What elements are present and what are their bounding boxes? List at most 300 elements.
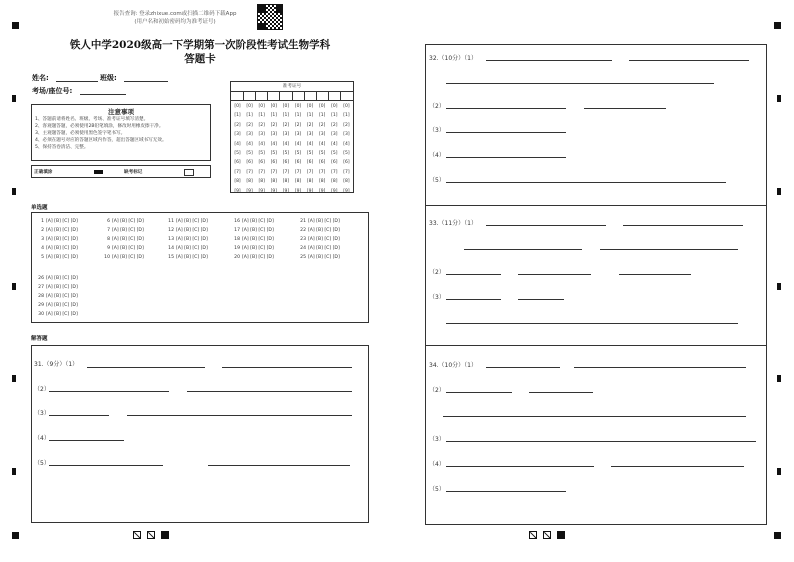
exam-id-box [230, 81, 354, 193]
mc-options[interactable]: [A] [B] [C] [D] [112, 255, 144, 260]
mc-options[interactable]: [A] [B] [C] [D] [176, 246, 208, 251]
notice-item: 5、保持答卷清洁、完整。 [35, 145, 89, 150]
exam-id-column[interactable] [317, 102, 328, 196]
exam-id-bubble[interactable]: [9] [331, 188, 338, 194]
notice-item: 3、主观题答题，必须使用黑色签字笔书写。 [35, 131, 126, 136]
exam-id-bubble[interactable]: [9] [294, 188, 302, 194]
mc-options[interactable]: [A] [B] [C] [D] [46, 276, 78, 281]
answer-line[interactable] [574, 367, 746, 368]
mc-question-row[interactable] [36, 301, 78, 310]
notice-item: 4、必须在题号对应的答题区域内作答，超出答题区域书写无效。 [35, 138, 167, 143]
mc-question-row[interactable] [102, 226, 144, 235]
exam-id-bubble[interactable]: [4] [270, 141, 277, 147]
exam-id-bubble[interactable]: [9] [282, 188, 290, 194]
mc-question-row[interactable] [298, 226, 340, 235]
answer-line[interactable] [446, 274, 501, 275]
mc-question-number: 11 [168, 219, 174, 224]
mc-question-number: 21 [300, 219, 306, 224]
exam-id-bubble[interactable]: [6] [319, 160, 326, 166]
exam-id-title: 准考证号 [282, 84, 302, 89]
exam-id-bubble[interactable]: [4] [294, 141, 302, 147]
exam-id-bubble[interactable]: [0] [319, 104, 326, 109]
answer-line[interactable] [529, 392, 593, 393]
mc-question-row[interactable] [232, 235, 274, 244]
mc-question-row[interactable] [298, 244, 340, 253]
name-field[interactable] [56, 81, 98, 82]
exam-id-bubble[interactable]: [1] [331, 113, 338, 119]
exam-id-column-divider [304, 91, 305, 100]
exam-id-bubble[interactable]: [4] [343, 141, 350, 147]
exam-id-bubble[interactable]: [3] [306, 132, 314, 138]
exam-id-bubble[interactable]: [3] [319, 132, 326, 138]
exam-id-bubble[interactable]: [8] [234, 179, 241, 185]
page-marker-slash [529, 531, 537, 539]
timing-mark [12, 188, 16, 195]
mc-question-number: 3 [41, 237, 44, 242]
exam-id-bubble[interactable]: [4] [246, 141, 253, 147]
exam-id-bubble[interactable]: [9] [319, 188, 326, 194]
answer-line[interactable] [446, 83, 714, 84]
section-divider [426, 205, 766, 206]
exam-id-bubble[interactable]: [1] [246, 113, 253, 119]
exam-id-bubble[interactable]: [1] [343, 113, 350, 119]
mc-question-number: 9 [107, 246, 110, 251]
mc-question-row[interactable] [36, 274, 78, 283]
exam-id-column[interactable] [329, 102, 340, 196]
notice-title: 注意事项 [108, 108, 134, 116]
mc-question-number: 24 [300, 246, 306, 251]
mc-question-row[interactable] [36, 283, 78, 292]
mc-options[interactable]: [A] [B] [C] [D] [112, 237, 144, 242]
q31-part-label: （5） [34, 460, 50, 467]
answer-line[interactable] [486, 367, 560, 368]
exam-id-bubble[interactable]: [7] [331, 169, 338, 175]
mc-options[interactable]: [A] [B] [C] [D] [242, 255, 274, 260]
exam-id-bubble[interactable]: [3] [270, 132, 277, 138]
mc-question-number: 16 [234, 219, 240, 224]
exam-id-bubble[interactable]: [0] [270, 104, 277, 109]
answer-line[interactable] [584, 108, 666, 109]
mc-question-number: 30 [38, 312, 44, 317]
exam-id-bubble[interactable]: [2] [270, 122, 277, 128]
mc-options[interactable]: [A] [B] [C] [D] [176, 237, 208, 242]
mc-question-number: 1 [41, 219, 44, 224]
mc-question-row[interactable] [166, 244, 208, 253]
correct-fill-label: 正确填涂 [34, 170, 53, 175]
exam-id-bubble[interactable]: [7] [319, 169, 326, 175]
exam-id-bubble[interactable]: [0] [343, 104, 350, 109]
correct-fill-sample [94, 170, 103, 174]
exam-id-bubble[interactable]: [6] [282, 160, 290, 166]
exam-id-bubble[interactable]: [5] [246, 151, 253, 157]
exam-id-bubble[interactable]: [5] [331, 151, 338, 157]
mc-question-number: 6 [107, 219, 110, 224]
answer-line[interactable] [486, 60, 612, 61]
mc-options[interactable]: [A] [B] [C] [D] [46, 312, 78, 317]
exam-id-bubble[interactable]: [7] [282, 169, 290, 175]
mc-options[interactable]: [A] [B] [C] [D] [46, 237, 78, 242]
exam-id-column[interactable] [293, 102, 304, 196]
exam-id-bubble[interactable]: [5] [282, 151, 290, 157]
mc-options[interactable]: [A] [B] [C] [D] [112, 219, 144, 224]
exam-id-bubble[interactable]: [6] [246, 160, 253, 166]
mc-options[interactable]: [A] [B] [C] [D] [46, 255, 78, 260]
mc-options[interactable]: [A] [B] [C] [D] [308, 219, 340, 224]
corner-mark [12, 22, 19, 29]
fill-example-box [31, 165, 211, 178]
absent-mark-checkbox[interactable] [184, 169, 194, 176]
exam-id-column-divider [340, 91, 341, 100]
exam-id-bubble[interactable]: [7] [234, 169, 241, 175]
q32-part-label: （5） [429, 177, 445, 184]
mc-question-number: 12 [168, 228, 174, 233]
mc-question-number: 4 [41, 246, 44, 251]
answer-line[interactable] [222, 367, 352, 368]
mc-question-row[interactable] [102, 244, 144, 253]
exam-id-bubble[interactable]: [1] [282, 113, 290, 119]
exam-id-bubble[interactable]: [2] [258, 122, 265, 128]
exam-id-bubble[interactable]: [1] [234, 113, 241, 119]
exam-id-bubble[interactable]: [6] [270, 160, 277, 166]
mc-options[interactable]: [A] [B] [C] [D] [46, 219, 78, 224]
exam-id-bubble[interactable]: [4] [282, 141, 290, 147]
exam-id-bubble[interactable]: [9] [258, 188, 265, 194]
q33-part-label: （3） [429, 294, 445, 301]
answer-line[interactable] [446, 466, 594, 467]
q34-label: 34.（10分）（1） [429, 362, 477, 369]
exam-id-bubble[interactable]: [3] [258, 132, 265, 138]
exam-id-bubble[interactable]: [9] [246, 188, 253, 194]
exam-id-column[interactable] [232, 102, 243, 196]
mc-question-row[interactable] [36, 292, 78, 301]
corner-mark [12, 532, 19, 539]
notice-item: 2、客观题答题，必须使用2B铅笔填涂，修改时用橡皮擦干净。 [35, 124, 164, 129]
exam-id-bubble[interactable]: [0] [294, 104, 302, 109]
exam-id-bubble[interactable]: [2] [306, 122, 314, 128]
exam-id-bubble[interactable]: [4] [258, 141, 265, 147]
mc-question-number: 17 [234, 228, 240, 233]
q31-part-label: （2） [34, 386, 50, 393]
exam-id-column[interactable] [341, 102, 352, 196]
q32-part-label: （4） [429, 152, 445, 159]
mc-options[interactable]: [A] [B] [C] [D] [242, 219, 274, 224]
mc-question-number: 10 [104, 255, 110, 260]
exam-id-bubble[interactable]: [6] [294, 160, 302, 166]
mc-question-number: 20 [234, 255, 240, 260]
mc-question-number: 13 [168, 237, 174, 242]
corner-mark [774, 22, 781, 29]
exam-id-bubble[interactable]: [9] [306, 188, 314, 194]
mc-options[interactable]: [A] [B] [C] [D] [176, 219, 208, 224]
answer-line[interactable] [49, 391, 169, 392]
answer-line[interactable] [446, 392, 512, 393]
exam-id-bubble[interactable]: [4] [234, 141, 241, 147]
exam-id-bubble[interactable]: [3] [343, 132, 350, 138]
exam-id-bubble[interactable]: [2] [319, 122, 326, 128]
qr-code-icon [257, 4, 283, 30]
mc-options[interactable]: [A] [B] [C] [D] [112, 246, 144, 251]
exam-id-bubble[interactable]: [8] [306, 179, 314, 185]
exam-id-bubble[interactable]: [0] [258, 104, 265, 109]
mc-question-row[interactable] [102, 235, 144, 244]
page-marker-filled [557, 531, 565, 539]
exam-id-bubble[interactable]: [0] [331, 104, 338, 109]
exam-id-bubble[interactable]: [1] [294, 113, 302, 119]
q31-part-label: （4） [34, 435, 50, 442]
mc-question-row[interactable] [166, 226, 208, 235]
page-marker-filled [161, 531, 169, 539]
mc-question-row[interactable] [166, 217, 208, 226]
class-label: 班级: [100, 74, 117, 82]
answer-line[interactable] [623, 225, 743, 226]
page-marker-slash [133, 531, 141, 539]
mc-options[interactable]: [A] [B] [C] [D] [46, 285, 78, 290]
page-subtitle: 答题卡 [184, 53, 216, 65]
answer-line[interactable] [49, 415, 109, 416]
mc-question-number: 18 [234, 237, 240, 242]
mc-options[interactable]: [A] [B] [C] [D] [308, 237, 340, 242]
q31-part-label: （3） [34, 410, 50, 417]
answer-line[interactable] [619, 274, 691, 275]
mc-question-row[interactable] [36, 226, 78, 235]
mc-question-number: 14 [168, 246, 174, 251]
exam-id-bubble[interactable]: [4] [319, 141, 326, 147]
exam-id-bubble[interactable]: [3] [234, 132, 241, 138]
exam-id-column[interactable] [244, 102, 255, 196]
exam-id-bubble[interactable]: [7] [294, 169, 302, 175]
exam-id-bubble[interactable]: [2] [282, 122, 290, 128]
exam-id-bubble[interactable]: [1] [258, 113, 265, 119]
timing-mark [777, 375, 781, 382]
essay-section-label: 解答题 [31, 336, 48, 342]
q32-part-label: （2） [429, 103, 445, 110]
exam-id-bubble[interactable]: [7] [270, 169, 277, 175]
answer-line[interactable] [446, 132, 566, 133]
mc-options[interactable]: [A] [B] [C] [D] [308, 246, 340, 251]
exam-id-column[interactable] [280, 102, 291, 196]
mc-options[interactable]: [A] [B] [C] [D] [46, 246, 78, 251]
exam-id-bubble[interactable]: [7] [246, 169, 253, 175]
exam-id-bubble[interactable]: [4] [306, 141, 314, 147]
mc-question-row[interactable] [232, 244, 274, 253]
q32-label: 32.（10分）（1） [429, 55, 477, 62]
mc-question-row[interactable] [102, 253, 144, 262]
answer-line[interactable] [49, 465, 163, 466]
exam-id-column[interactable] [305, 102, 316, 196]
mc-question-number: 19 [234, 246, 240, 251]
report-query-text: 报告查询: 登录zhixue.com或扫描二维码下载App [113, 11, 237, 17]
exam-id-column-divider [328, 91, 329, 100]
absent-mark-label: 缺考标记 [124, 170, 143, 175]
answer-line[interactable] [446, 108, 566, 109]
exam-id-bubble[interactable]: [8] [343, 179, 350, 185]
exam-id-bubble[interactable]: [3] [282, 132, 290, 138]
room-seat-field[interactable] [80, 94, 126, 95]
exam-id-bubble[interactable]: [8] [319, 179, 326, 185]
q33-label: 33.（11分）（1） [429, 220, 477, 227]
exam-id-write-divider [231, 100, 353, 101]
answer-line[interactable] [49, 440, 124, 441]
answer-line[interactable] [629, 60, 749, 61]
answer-line[interactable] [87, 367, 205, 368]
exam-id-bubble[interactable]: [5] [319, 151, 326, 157]
mc-question-row[interactable] [298, 217, 340, 226]
exam-id-bubble[interactable]: [6] [331, 160, 338, 166]
mc-question-row[interactable] [232, 253, 274, 262]
mc-options[interactable]: [A] [B] [C] [D] [242, 246, 274, 251]
exam-id-bubble[interactable]: [9] [343, 188, 350, 194]
exam-id-bubble[interactable]: [4] [331, 141, 338, 147]
exam-id-column[interactable] [268, 102, 279, 196]
exam-id-bubble[interactable]: [6] [234, 160, 241, 166]
answer-line[interactable] [446, 323, 738, 324]
mc-question-row[interactable] [232, 217, 274, 226]
mc-question-number: 22 [300, 228, 306, 233]
answer-line[interactable] [208, 465, 350, 466]
q34-part-label: （4） [429, 461, 445, 468]
exam-id-column-divider [316, 91, 317, 100]
timing-mark [12, 283, 16, 290]
mc-question-number: 8 [107, 237, 110, 242]
mc-options[interactable]: [A] [B] [C] [D] [308, 255, 340, 260]
timing-mark [777, 283, 781, 290]
exam-id-bubble[interactable]: [1] [270, 113, 277, 119]
exam-id-bubble[interactable]: [2] [234, 122, 241, 128]
mc-options[interactable]: [A] [B] [C] [D] [242, 228, 274, 233]
q32-part-label: （3） [429, 127, 445, 134]
exam-id-bubble[interactable]: [0] [282, 104, 290, 109]
answer-line[interactable] [486, 225, 606, 226]
answer-line[interactable] [518, 274, 591, 275]
name-label: 姓名: [32, 74, 49, 82]
mc-question-number: 2 [41, 228, 44, 233]
class-field[interactable] [124, 81, 168, 82]
answer-line[interactable] [611, 466, 744, 467]
exam-id-bubble[interactable]: [0] [306, 104, 314, 109]
mc-question-row[interactable] [232, 226, 274, 235]
mc-question-row[interactable] [36, 253, 78, 262]
page-title: 铁人中学2020级高一下学期第一次阶段性考试生物学科 [69, 39, 331, 51]
section-divider [426, 345, 766, 346]
mc-question-number: 15 [168, 255, 174, 260]
exam-id-bubble[interactable]: [2] [343, 122, 350, 128]
timing-mark [12, 95, 16, 102]
exam-id-bubble[interactable]: [5] [270, 151, 277, 157]
mc-options[interactable]: [A] [B] [C] [D] [46, 228, 78, 233]
q33-part-label: （2） [429, 269, 445, 276]
mc-question-row[interactable] [166, 253, 208, 262]
exam-id-bubble[interactable]: [8] [258, 179, 265, 185]
answer-line[interactable] [446, 299, 501, 300]
exam-id-bubble[interactable]: [2] [331, 122, 338, 128]
exam-id-bubble[interactable]: [3] [246, 132, 253, 138]
exam-id-bubble[interactable]: [7] [306, 169, 314, 175]
mc-options[interactable]: [A] [B] [C] [D] [112, 228, 144, 233]
mc-options[interactable]: [A] [B] [C] [D] [242, 237, 274, 242]
mc-question-row[interactable] [166, 235, 208, 244]
exam-id-bubble[interactable]: [2] [294, 122, 302, 128]
exam-id-bubble[interactable]: [8] [270, 179, 277, 185]
answer-line[interactable] [187, 391, 352, 392]
exam-id-bubble[interactable]: [5] [258, 151, 265, 157]
exam-id-column-divider [292, 91, 293, 100]
timing-mark [12, 468, 16, 475]
mc-question-row[interactable] [102, 217, 144, 226]
mc-question-row[interactable] [36, 217, 78, 226]
exam-id-bubble[interactable]: [7] [258, 169, 265, 175]
exam-id-bubble[interactable]: [3] [294, 132, 302, 138]
answer-line[interactable] [446, 182, 726, 183]
exam-id-bubble[interactable]: [0] [246, 104, 253, 109]
exam-id-bubble[interactable]: [5] [294, 151, 302, 157]
answer-line[interactable] [443, 416, 746, 417]
exam-id-bubble[interactable]: [3] [331, 132, 338, 138]
notice-box [31, 104, 211, 161]
answer-line[interactable] [446, 441, 756, 442]
exam-id-bubble[interactable]: [8] [331, 179, 338, 185]
exam-id-bubble[interactable]: [8] [282, 179, 290, 185]
exam-id-bubble[interactable]: [6] [258, 160, 265, 166]
exam-id-bubble[interactable]: [8] [294, 179, 302, 185]
timing-mark [777, 188, 781, 195]
exam-id-column-divider [267, 91, 268, 100]
mc-question-number: 25 [300, 255, 306, 260]
page-marker-slash [147, 531, 155, 539]
mc-question-row[interactable] [36, 244, 78, 253]
mc-question-row[interactable] [298, 235, 340, 244]
exam-id-bubble[interactable]: [9] [234, 188, 241, 194]
exam-id-bubble[interactable]: [0] [234, 104, 241, 109]
exam-id-bubble[interactable]: [6] [306, 160, 314, 166]
q34-part-label: （5） [429, 486, 445, 493]
mc-options[interactable]: [A] [B] [C] [D] [308, 228, 340, 233]
mc-question-number: 29 [38, 303, 44, 308]
room-seat-label: 考场/座位号: [32, 87, 73, 95]
mc-options[interactable]: [A] [B] [C] [D] [176, 255, 208, 260]
mc-question-row[interactable] [298, 253, 340, 262]
report-query-note: (用户名和初始密码均为准考证号) [134, 19, 216, 25]
exam-id-bubble[interactable]: [2] [246, 122, 253, 128]
mc-question-number: 5 [41, 255, 44, 260]
mc-options[interactable]: [A] [B] [C] [D] [176, 228, 208, 233]
answer-line[interactable] [446, 157, 566, 158]
mc-options[interactable]: [A] [B] [C] [D] [46, 294, 78, 299]
exam-id-bubble[interactable]: [7] [343, 169, 350, 175]
answer-line[interactable] [518, 299, 564, 300]
exam-id-column-divider [279, 91, 280, 100]
mc-options[interactable]: [A] [B] [C] [D] [46, 303, 78, 308]
answer-line[interactable] [446, 491, 566, 492]
exam-id-bubble[interactable]: [5] [306, 151, 314, 157]
mc-question-row[interactable] [36, 310, 78, 319]
q31-box [31, 345, 369, 523]
answer-line[interactable] [127, 415, 352, 416]
timing-mark [777, 95, 781, 102]
exam-id-bubble[interactable]: [8] [246, 179, 253, 185]
mc-question-number: 27 [38, 285, 44, 290]
exam-id-bubble[interactable]: [5] [343, 151, 350, 157]
exam-id-bubble[interactable]: [5] [234, 151, 241, 157]
answer-line[interactable] [600, 249, 738, 250]
exam-id-bubble[interactable]: [6] [343, 160, 350, 166]
page-marker-slash [543, 531, 551, 539]
exam-id-bubble[interactable]: [1] [306, 113, 314, 119]
answer-line[interactable] [464, 249, 582, 250]
mc-question-row[interactable] [36, 235, 78, 244]
exam-id-bubble[interactable]: [1] [319, 113, 326, 119]
exam-id-column[interactable] [256, 102, 267, 196]
exam-id-bubble[interactable]: [9] [270, 188, 277, 194]
